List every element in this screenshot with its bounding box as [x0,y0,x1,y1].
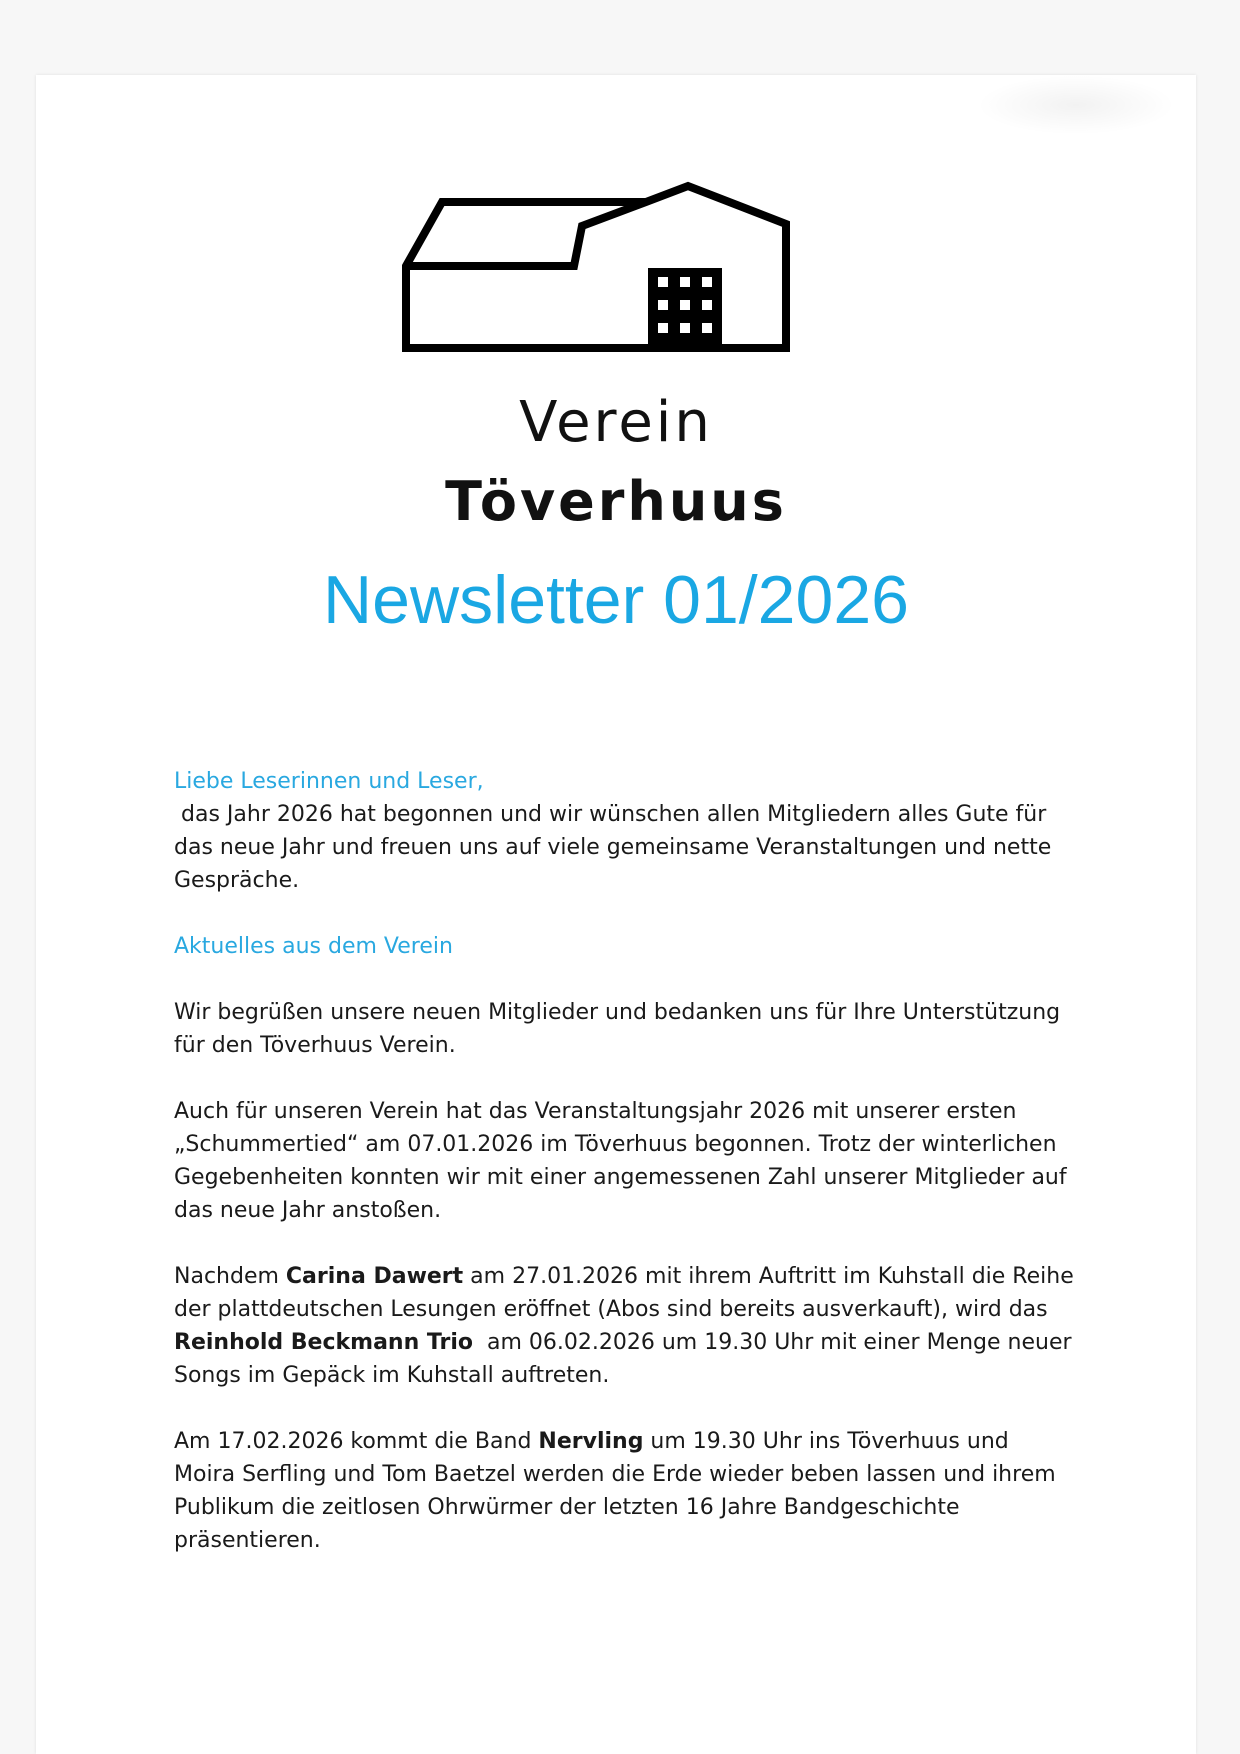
org-name-line2: Töverhuus [445,470,787,533]
spacer [174,1392,1074,1425]
intro-paragraph: das Jahr 2026 hat begonnen und wir wünschen allen Mitgliedern alles Gute für das neue Jahr und freuen uns auf viele gemeinsame Veranstaltungen und nette Gespräche. [174,802,1059,893]
paragraph-welcome: Wir begrüßen unsere neuen Mitglieder und bedanken uns für Ihre Unterstützung für den Töverhuus Verein. [174,1000,1061,1058]
org-name-line1: Verein [519,390,713,455]
section-heading: Aktuelles aus dem Verein [174,934,453,959]
text-span: Am 17.02.2026 kommt die Band [174,1429,539,1454]
text-span: Nachdem [174,1264,286,1289]
artist-name: Carina Dawert [285,1264,464,1289]
page-shadow [976,75,1176,135]
spacer [174,1227,1074,1260]
paragraph-schummertied: Auch für unseren Verein hat das Veranstaltungsjahr 2026 mit unserer ersten „Schummertied“ am 07.01.2026 im Töverhuus begonnen. Trotz der winterlichen Gegebenheiten konnten wir mit einer angemessenen Zahl unserer Mitglieder auf das neue Jahr anstoßen. [174,1099,1067,1223]
artist-name: Reinhold Beckmann Trio [174,1330,473,1355]
paragraph-events [174,1260,1081,1392]
document-page [36,75,1196,1754]
barn-house-icon [402,180,838,352]
greeting: Liebe Leserinnen und Leser, [174,769,484,794]
newsletter-body [174,765,1081,1557]
text-span: am 27.01.2026 mit ihrem Auftritt im Kuhstall die Reihe der plattdeutschen Lesungen eröffnet (Abos sind bereits ausverkauft), wird das [174,1264,1081,1322]
spacer [174,963,1074,996]
text-span: am 06.02.2026 um 19.30 Uhr mit einer Menge neuer Songs im Gepäck im Kuhstall auftreten. [174,1330,1079,1388]
text-span: um 19.30 Uhr ins Töverhuus und Moira Serfling und Tom Baetzel werden die Erde wieder beben lassen und ihrem Publikum die zeitlosen Ohrwürmer der letzten 16 Jahre Bandgeschichte präsentieren. [174,1429,1056,1553]
newsletter-title: Newsletter 01/2026 [323,562,909,638]
spacer [174,897,1074,930]
spacer [174,1062,1074,1095]
artist-name: Nervling [538,1429,644,1454]
paragraph-nervling [174,1425,1074,1557]
